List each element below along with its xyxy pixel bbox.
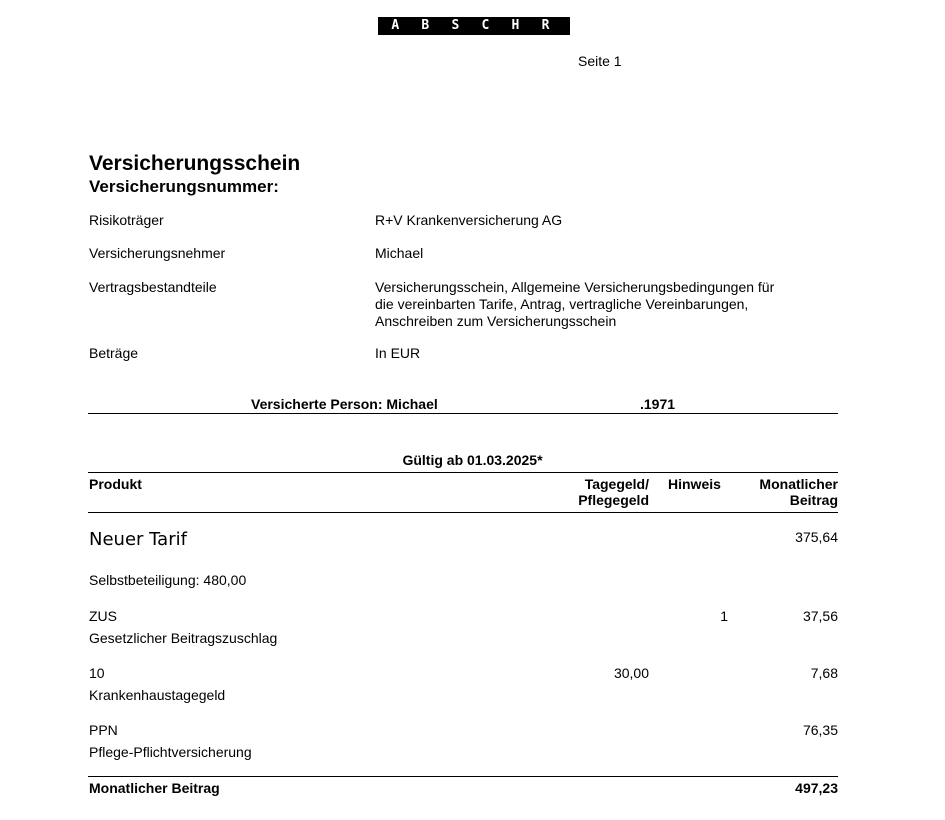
- header-tagegeld: [549, 476, 649, 508]
- header-line: Monatlicher: [759, 476, 838, 492]
- header-line: Beitrag: [789, 492, 838, 508]
- product-code: ZUS: [89, 608, 117, 624]
- field-value-vertragsbestandteile: [375, 279, 774, 330]
- product-description: Pflege-Pflichtversicherung: [89, 744, 252, 760]
- field-value-versicherungsnehmer: Michael: [375, 245, 424, 261]
- field-value-risikotraeger: R+V Krankenversicherung AG: [375, 212, 563, 228]
- total-amount: 497,23: [795, 780, 838, 796]
- hinweis-value: 1: [720, 608, 728, 624]
- product-code: PPN: [89, 722, 118, 738]
- value-line: Versicherungsschein, Allgemeine Versicherungsbedingungen für: [375, 279, 775, 295]
- table-total-rule: [88, 776, 838, 777]
- tagegeld-value: 30,00: [613, 665, 649, 681]
- field-label-versicherungsnehmer: Versicherungsnehmer: [89, 245, 226, 261]
- header-line: Pflegegeld: [578, 492, 649, 508]
- header-hinweis: Hinweis: [668, 476, 721, 492]
- amount: 76,35: [802, 722, 838, 738]
- deductible: Selbstbeteiligung: 480,00: [89, 572, 247, 588]
- header-produkt: Produkt: [89, 476, 142, 492]
- amount: 7,68: [810, 665, 838, 681]
- value-line: die vereinbarten Tarife, Antrag, vertragliche Vereinbarungen,: [375, 296, 749, 312]
- header-beitrag: [738, 476, 838, 508]
- abschrift-banner: A B S C H R I F T: [378, 17, 570, 35]
- document-title: Versicherungsschein: [89, 152, 301, 175]
- field-label-betraege: Beträge: [89, 345, 139, 361]
- product-description: Gesetzlicher Beitragszuschlag: [89, 630, 278, 646]
- table-top-rule: [88, 472, 838, 473]
- insured-person: Versicherte Person: Michael: [251, 396, 438, 412]
- field-label-vertragsbestandteile: Vertragsbestandteile: [89, 279, 217, 295]
- amount: 375,64: [795, 529, 838, 545]
- field-value-betraege: In EUR: [375, 345, 421, 361]
- insured-person-birth-year: .1971: [640, 396, 676, 412]
- valid-from: Gültig ab 01.03.2025*: [402, 452, 543, 468]
- product-code: 10: [89, 665, 105, 681]
- header-line: Tagegeld/: [584, 476, 649, 492]
- product-description: Krankenhaustagegeld: [89, 687, 226, 703]
- policy-number-label: Versicherungsnummer:: [89, 177, 279, 196]
- page-number: Seite 1: [578, 53, 622, 69]
- value-line: Anschreiben zum Versicherungsschein: [375, 313, 617, 329]
- product-name: Neuer Tarif: [89, 529, 187, 550]
- divider: [88, 413, 838, 414]
- table-header-rule: [88, 512, 838, 513]
- amount: 37,56: [802, 608, 838, 624]
- field-label-risikotraeger: Risikoträger: [89, 212, 164, 228]
- total-label: Monatlicher Beitrag: [89, 780, 220, 796]
